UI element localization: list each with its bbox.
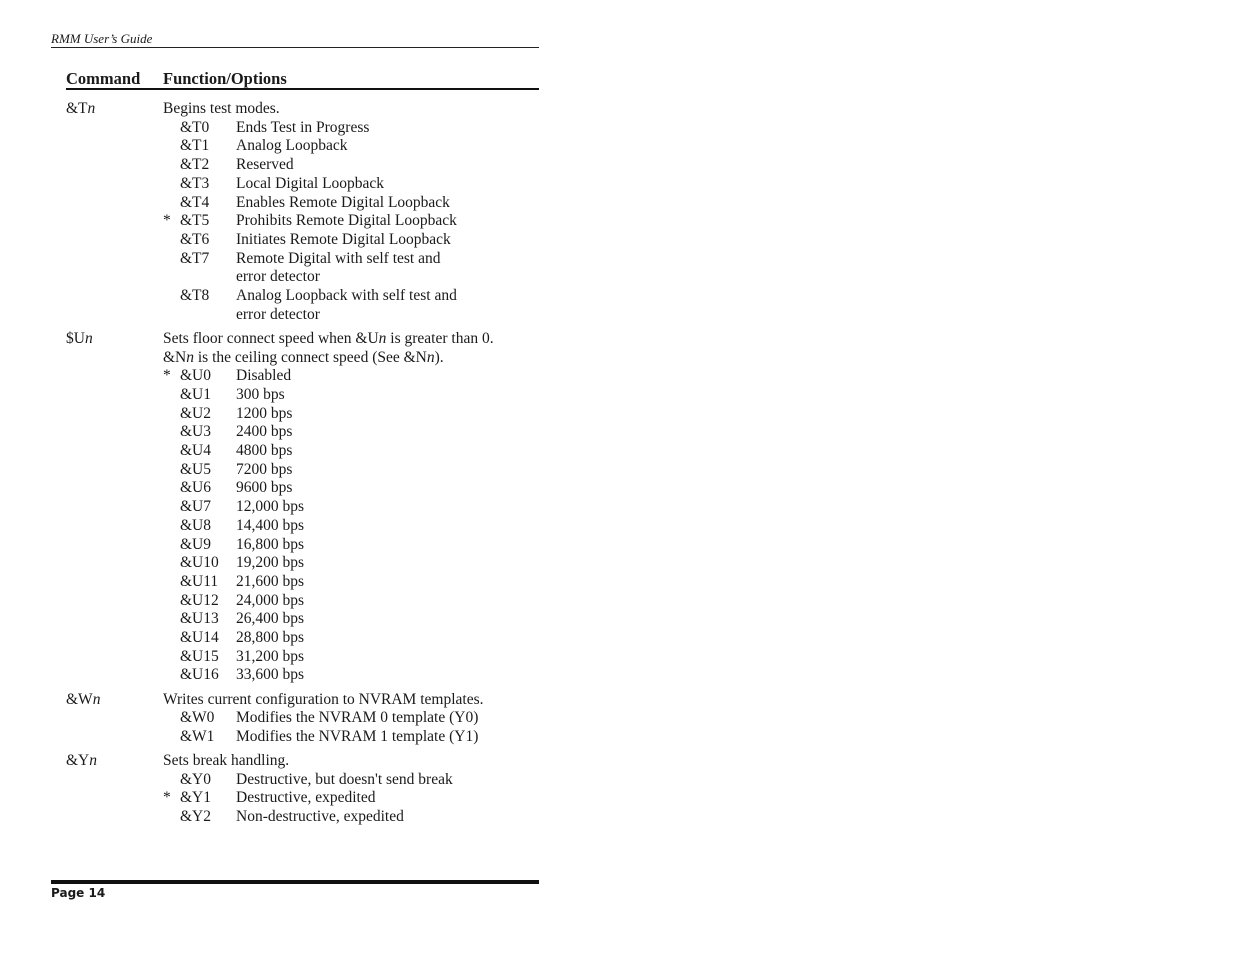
command-name [66,100,95,119]
option-label: Disabled [236,367,292,385]
option-row [66,405,539,424]
option-code: &W1 [180,727,215,745]
option-code: &U16 [180,666,219,684]
option-code: &T1 [180,137,210,155]
option-label-continued: error detector [236,268,320,286]
option-code: &U2 [180,404,211,422]
description-text: is greater than 0. [386,329,494,347]
command-prefix: &T [66,100,88,117]
command-description [163,330,539,367]
option-row [66,175,539,194]
page-number: Page 14 [51,886,106,900]
option-label: Prohibits Remote Digital Loopback [236,212,457,230]
option-code: &T6 [180,230,210,248]
option-code: &U0 [180,367,211,385]
option-label: Ends Test in Progress [236,118,370,136]
option-row [66,666,539,685]
option-row [66,137,539,156]
option-row [66,367,539,386]
command-section [66,100,539,324]
option-code: &U15 [180,647,219,665]
command-section [66,691,539,747]
command-suffix: n [92,690,101,708]
command-prefix: &W [66,690,93,708]
option-row [66,498,539,517]
option-code: &U14 [180,629,219,647]
option-code: &U4 [180,442,211,460]
option-label: 300 bps [236,385,285,403]
option-row [66,573,539,592]
option-code: &U9 [180,535,211,553]
command-name [66,691,100,710]
column-header-command: Command [66,69,141,88]
option-label: 21,600 bps [236,572,305,590]
header-rule [51,47,539,48]
description-text: Sets floor connect speed when &U [163,329,379,347]
option-code: &T8 [180,287,210,305]
option-label: Destructive, expedited [236,789,376,807]
option-label: 7200 bps [236,460,293,478]
option-label: Reserved [236,156,294,174]
command-suffix: n [84,329,93,347]
option-code: &U3 [180,423,211,441]
command-description [163,691,539,710]
option-row [66,212,539,231]
option-label: 19,200 bps [236,554,305,572]
option-label: 14,400 bps [236,516,305,534]
description-text: n [426,348,435,366]
command-description [163,752,539,771]
description-text: Writes current configuration to NVRAM templates. [163,690,484,708]
option-label: Remote Digital with self test and [236,249,441,267]
command-section [66,752,539,827]
option-code: &T5 [180,212,210,230]
command-suffix: n [87,100,96,117]
option-row [66,250,539,287]
option-code: &Y0 [180,770,211,788]
description-text: &N [163,348,187,366]
option-label-continued: error detector [236,305,320,323]
option-row [66,479,539,498]
description-text: ). [434,348,444,366]
option-label: 33,600 bps [236,666,305,684]
option-label: 26,400 bps [236,610,305,628]
column-header-function: Function/Options [163,69,287,88]
option-label: Destructive, but doesn't send break [236,770,453,788]
option-row [66,592,539,611]
option-row [66,119,539,138]
description-text: Sets break handling. [163,752,290,770]
option-code: &U7 [180,498,211,516]
option-row [66,194,539,213]
option-row [66,287,539,324]
command-description [163,100,539,119]
option-code: &T4 [180,193,210,211]
option-code: &Y2 [180,808,211,826]
option-label: 1200 bps [236,404,293,422]
description-text: n [378,329,387,347]
option-row [66,386,539,405]
option-row [66,610,539,629]
option-label: Non-destructive, expedited [236,808,404,826]
option-label: Local Digital Loopback [236,174,385,192]
option-code: &U10 [180,554,219,572]
option-row [66,442,539,461]
option-code: &U6 [180,479,211,497]
option-label: Modifies the NVRAM 1 template (Y1) [236,727,479,745]
command-prefix: $U [66,329,85,347]
option-label: 2400 bps [236,423,293,441]
option-label: 4800 bps [236,442,293,460]
option-code: &T7 [180,249,210,267]
option-code: &U12 [180,591,219,609]
option-code: &Y1 [180,789,211,807]
option-code: &U5 [180,460,211,478]
option-row [66,629,539,648]
option-label: Analog Loopback [236,137,348,155]
option-label: Modifies the NVRAM 0 template (Y0) [236,709,479,727]
command-prefix: &Y [66,752,90,770]
table-header-rule [66,88,539,90]
option-code: &U1 [180,385,211,403]
option-label: 28,800 bps [236,629,305,647]
option-row [66,648,539,667]
default-marker: * [163,789,171,807]
running-head: RMM User’s Guide [51,31,153,46]
option-label: 31,200 bps [236,647,305,665]
option-code: &T2 [180,156,210,174]
command-name [66,330,93,349]
option-code: &W0 [180,709,215,727]
option-row [66,771,539,790]
option-label: Enables Remote Digital Loopback [236,193,450,211]
option-label: Analog Loopback with self test and [236,287,457,305]
option-row [66,156,539,175]
description-text: n [186,348,194,366]
option-row [66,423,539,442]
option-row [66,709,539,728]
default-marker: * [163,367,171,385]
option-row [66,517,539,536]
command-name [66,752,97,771]
option-code: &U11 [180,572,219,590]
option-label: 9600 bps [236,479,293,497]
option-label: Initiates Remote Digital Loopback [236,230,451,248]
option-row [66,461,539,480]
option-row [66,808,539,827]
option-row [66,231,539,250]
option-label: 12,000 bps [236,498,305,516]
option-label: 24,000 bps [236,591,305,609]
option-code: &T3 [180,174,210,192]
command-section [66,330,539,685]
option-row [66,728,539,747]
command-suffix: n [89,752,97,770]
command-table-body [66,100,539,832]
option-code: &U8 [180,516,211,534]
option-label: 16,800 bps [236,535,305,553]
footer-rule [51,880,539,884]
option-row [66,536,539,555]
default-marker: * [163,212,171,230]
option-code: &U13 [180,610,219,628]
description-text: is the ceiling connect speed (See &N [194,348,427,366]
option-code: &T0 [180,118,210,136]
option-row [66,789,539,808]
option-row [66,554,539,573]
description-text: Begins test modes. [163,100,280,117]
